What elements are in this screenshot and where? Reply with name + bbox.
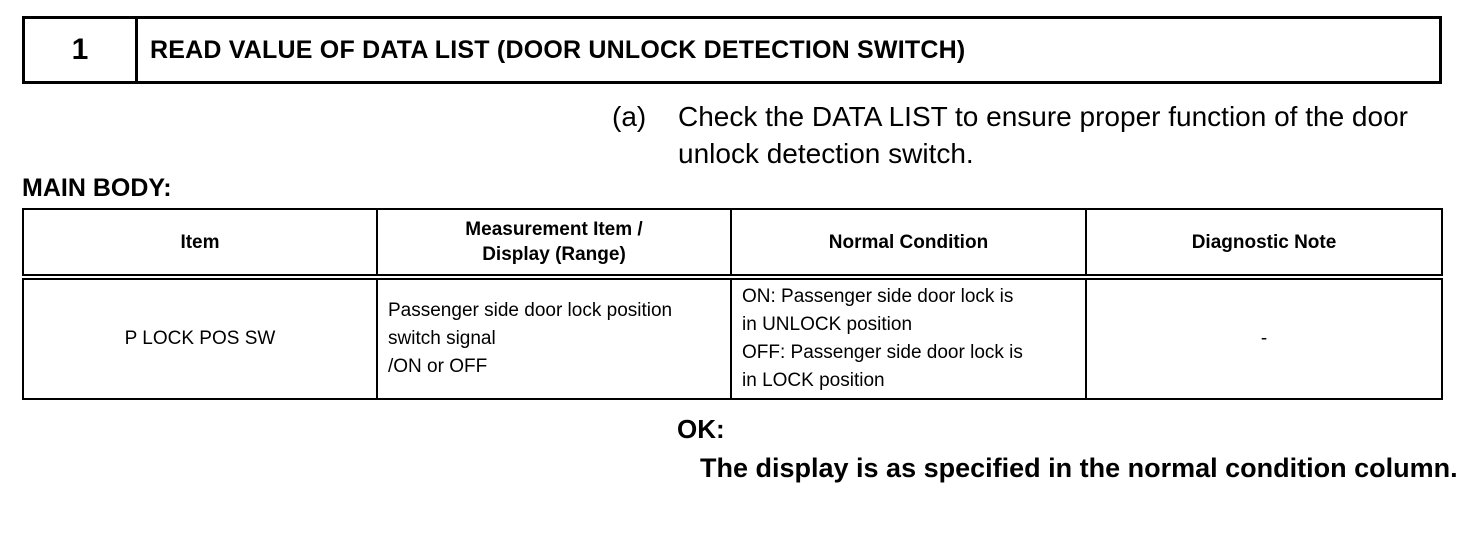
cell-normal-line1: ON: Passenger side door lock is — [742, 286, 1014, 307]
step-number: 1 — [25, 19, 138, 81]
result-text: The display is as specified in the normal condition column. — [700, 453, 1458, 483]
instruction-text: Check the DATA LIST to ensure proper function of the door unlock detection switch. — [678, 101, 1408, 169]
cell-measurement-line2: switch signal — [388, 328, 496, 349]
cell-normal-condition — [731, 277, 1086, 399]
step-title: READ VALUE OF DATA LIST (DOOR UNLOCK DETECTION SWITCH) — [150, 35, 966, 64]
cell-normal-line2: in UNLOCK position — [742, 314, 913, 335]
header-measurement — [377, 209, 731, 277]
result-label: OK: — [677, 414, 725, 444]
step-header — [22, 16, 1442, 84]
cell-measurement — [377, 277, 731, 399]
cell-item: P LOCK POS SW — [23, 277, 377, 399]
header-measurement-line1: Measurement Item / — [465, 219, 643, 240]
cell-normal-line4: in LOCK position — [742, 370, 885, 391]
section-heading: MAIN BODY: — [22, 174, 172, 202]
instruction-label: (a) — [612, 101, 647, 132]
cell-measurement-line3: /ON or OFF — [388, 356, 488, 377]
instruction — [612, 98, 1452, 172]
header-item: Item — [23, 209, 377, 277]
cell-measurement-line1: Passenger side door lock position — [388, 300, 673, 321]
cell-diagnostic-note: - — [1086, 277, 1442, 399]
cell-normal-line3: OFF: Passenger side door lock is — [742, 342, 1023, 363]
data-list-table — [22, 208, 1443, 400]
header-normal-condition: Normal Condition — [731, 209, 1086, 277]
table-header-row — [23, 209, 1442, 277]
header-measurement-line2: Display (Range) — [482, 244, 626, 265]
header-diagnostic-note: Diagnostic Note — [1086, 209, 1442, 277]
table-row — [23, 277, 1442, 399]
